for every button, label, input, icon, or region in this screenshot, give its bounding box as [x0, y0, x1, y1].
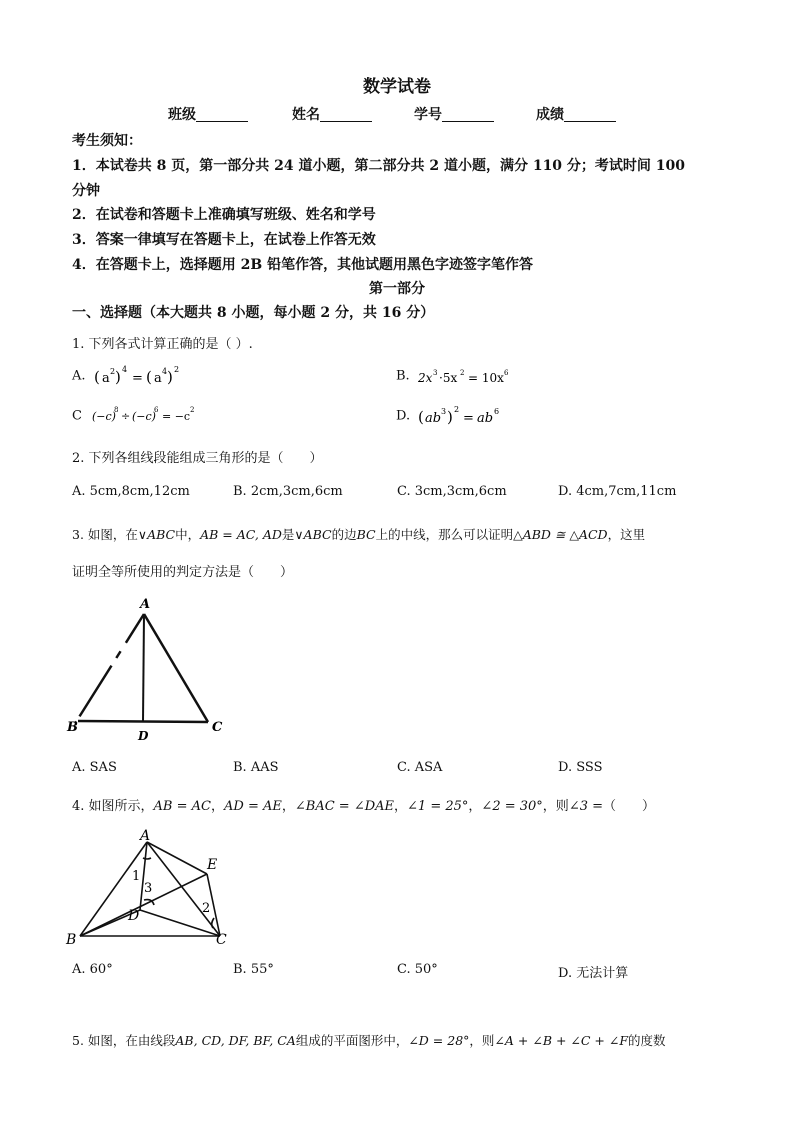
svg-text:a: a	[101, 371, 110, 386]
svg-text:3: 3	[441, 407, 447, 416]
score-field: 成绩	[536, 104, 616, 124]
q1-option-b-formula	[414, 362, 524, 390]
q4-option-d[interactable]: D. 无法计算	[558, 966, 629, 981]
q1-option-c-formula	[86, 402, 206, 430]
notice-item-3: 3．答案一律填写在答题卡上，在试卷上作答无效	[72, 232, 376, 248]
student-id-field: 学号	[414, 104, 494, 124]
q4-option-a[interactable]: A. 60°	[72, 962, 113, 977]
q3-option-a[interactable]: A. SAS	[72, 760, 117, 775]
q4-label-b: B	[66, 932, 77, 948]
q4-geometry-figure	[64, 822, 244, 950]
q4-label-d: D	[128, 908, 140, 924]
q1-option-b[interactable]: B. 2x 3 ·5x 2 = 10x 6	[396, 362, 524, 390]
svg-text:(: (	[145, 368, 152, 386]
q4-label-a: A	[140, 828, 151, 844]
q2-stem: 2. 下列各组线段能组成三角形的是（ ）	[72, 451, 323, 466]
notice-item-1-cont: 分钟	[72, 183, 100, 199]
part-title: 第一部分	[369, 281, 425, 297]
svg-text:3: 3	[432, 369, 438, 377]
svg-text:·5x: ·5x	[438, 371, 458, 385]
svg-text:4: 4	[161, 367, 167, 376]
q3-side-ac	[144, 614, 208, 722]
svg-text:2x: 2x	[417, 371, 433, 385]
q3-label-d: D	[138, 729, 149, 743]
q4-label-e: E	[207, 857, 218, 873]
svg-text:2: 2	[109, 367, 115, 376]
svg-text:= 10x: = 10x	[467, 371, 504, 385]
notice-heading: 考生须知：	[72, 133, 142, 149]
q1-option-d[interactable]: D. ( ab 3 ) 2 = ab 6	[396, 402, 524, 430]
q2-option-a[interactable]: A. 5cm,8cm,12cm	[72, 484, 190, 499]
svg-text:): )	[114, 368, 121, 386]
class-field: 班级	[168, 104, 248, 124]
q3-stem-line2: 证明全等所使用的判定方法是（ ）	[72, 565, 294, 580]
svg-text:6: 6	[154, 406, 159, 414]
notice-item-2: 2．在试卷和答题卡上准确填写班级、姓名和学号	[72, 207, 376, 223]
svg-text:(−c): (−c)	[92, 410, 117, 423]
svg-text:(−c): (−c)	[132, 410, 157, 423]
svg-text:2: 2	[459, 369, 465, 377]
svg-text:(: (	[93, 368, 100, 386]
svg-text:=: =	[463, 411, 475, 426]
svg-text:ab: ab	[477, 411, 494, 426]
q1-option-d-formula	[414, 402, 524, 430]
svg-text:2: 2	[454, 405, 460, 414]
svg-text:8: 8	[114, 406, 119, 414]
name-field: 姓名	[292, 104, 372, 124]
svg-text:): )	[447, 408, 454, 426]
q4-option-b[interactable]: B. 55°	[233, 962, 274, 977]
q1-option-a[interactable]: A. ( a 2 ) 4 = ( a 4 ) 2	[72, 362, 200, 390]
exam-title: 数学试卷	[363, 77, 431, 97]
q1-option-a-formula	[90, 362, 200, 390]
q4-label-c: C	[216, 932, 227, 948]
q3-label-b: B	[67, 720, 78, 735]
svg-text:2: 2	[190, 406, 195, 414]
q3-option-b[interactable]: B. AAS	[233, 760, 279, 775]
svg-text:(: (	[418, 408, 425, 426]
q4-label-angle-1: 1	[132, 869, 141, 884]
student-id-blank[interactable]	[442, 107, 494, 122]
name-blank[interactable]	[320, 107, 372, 122]
q2-option-b[interactable]: B. 2cm,3cm,6cm	[233, 484, 343, 499]
q3-label-c: C	[212, 720, 223, 735]
score-blank[interactable]	[564, 107, 616, 122]
q3-median-ad	[143, 614, 144, 722]
notice-item-4: 4．在答题卡上，选择题用 2B 铅笔作答，其他试题用黑色字迹签字笔作答	[72, 257, 534, 273]
q4-angle-2-arc	[212, 918, 214, 928]
q3-triangle-figure	[66, 594, 236, 744]
q3-option-d[interactable]: D. SSS	[558, 760, 603, 775]
q1-stem: 1. 下列各式计算正确的是（ ）.	[72, 337, 253, 352]
q4-label-angle-3: 3	[144, 881, 153, 896]
q3-stem-line1: 3. 如图，在∨ABC中，AB = AC, AD是∨ABC的边BC上的中线，那么可以证明△ABD ≅ △ACD，这里	[72, 527, 646, 542]
svg-text:6: 6	[494, 407, 500, 416]
svg-text:=: =	[131, 371, 143, 386]
class-blank[interactable]	[196, 107, 248, 122]
svg-text:ab: ab	[425, 411, 442, 426]
notice-item-1: 1．本试卷共 8 页，第一部分共 24 道小题，第二部分共 2 道小题，满分 110 分；考试时间 100	[72, 158, 686, 174]
svg-text:a: a	[153, 371, 162, 386]
svg-text:6: 6	[503, 369, 509, 377]
q4-option-c[interactable]: C. 50°	[397, 962, 438, 977]
svg-text:2: 2	[173, 365, 179, 374]
q5-stem: 5. 如图，在由线段AB, CD, DF, BF, CA组成的平面图形中，∠D = 28°，则∠A + ∠B + ∠C + ∠F的度数	[72, 1033, 666, 1048]
q4-segment-ae	[147, 842, 207, 874]
q3-option-c[interactable]: C. ASA	[397, 760, 443, 775]
q4-label-angle-2: 2	[202, 901, 211, 916]
q2-option-c[interactable]: C. 3cm,3cm,6cm	[397, 484, 507, 499]
q3-label-a: A	[140, 597, 151, 612]
q3-side-ab	[76, 614, 144, 722]
svg-text:= −c: = −c	[162, 410, 191, 423]
q2-option-d[interactable]: D. 4cm,7cm,11cm	[558, 484, 677, 499]
q4-angle-1-arc	[143, 858, 151, 859]
q4-stem: 4. 如图所示，AB = AC，AD = AE，∠BAC = ∠DAE，∠1 = 25°，∠2 = 30°，则∠3 =（ ）	[72, 799, 656, 814]
section-title: 一、选择题（本大题共 8 小题，每小题 2 分，共 16 分）	[72, 305, 435, 321]
q1-option-c[interactable]: C (−c) 8 ÷ (−c) 6 = −c 2	[72, 402, 206, 430]
svg-text:÷: ÷	[121, 410, 131, 423]
svg-text:): )	[166, 368, 173, 386]
svg-text:4: 4	[121, 365, 127, 374]
